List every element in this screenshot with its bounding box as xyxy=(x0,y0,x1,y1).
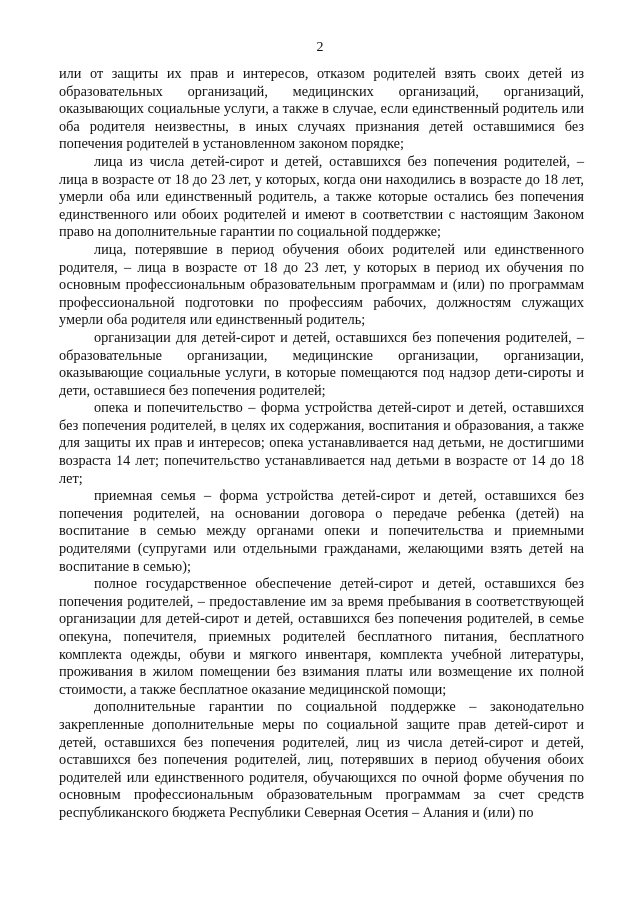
page-number: 2 xyxy=(316,40,324,55)
paragraph-foster-family-definition: приемная семья – форма устройства детей-сирот и детей, оставшихся без попечения родителей, на основании договора о передаче ребенка (детей) на воспитание в семью между органами опеки и попечительства и приемными родителями (супругами или отдельными гражданами, желающими взять детей на воспитание в семью); xyxy=(59,488,584,575)
paragraph-full-state-support-definition: полное государственное обеспечение детей-сирот и детей, оставшихся без попечения родителей, – предоставление им за время пребывания в соответствующей организации для детей-сирот и детей, оставшихся без попечения родителей, в семье опекуна, попечителя, приемных родителей бесплатного питания, бесплатного комплекта одежды, обуви и мягкого инвентаря, комплекта учебной литературы, проживания в жилом помещении без взимания платы или возмещение их полной стоимости, а также бесплатное оказание медицинской помощи; xyxy=(59,576,584,698)
paragraph-lost-parents-definition: лица, потерявшие в период обучения обоих родителей или единственного родителя, – лица в возрасте от 18 до 23 лет, у которых в период их обучения по основным профессиональным образовательным программам и (или) по программам профессиональной подготовки по профессиям рабочих, должностям служащих умерли оба родителя или единственный родитель; xyxy=(59,241,584,329)
paragraph-orphans-definition: лица из числа детей-сирот и детей, оставшихся без попечения родителей, – лица в возрасте от 18 до 23 лет, у которых, когда они находились в возрасте до 18 лет, умерли оба или единственный родитель, а также которые остались без попечения единственного или обоих родителей и имеют в соответствии с настоящим Законом право на дополнительные гарантии по социальной поддержке; xyxy=(59,153,584,241)
paragraph-organizations-definition: организации для детей-сирот и детей, оставшихся без попечения родителей, – образовательные организации, медицинские организации, организации, оказывающие социальные услуги, в которые помещаются под надзор дети-сироты и дети, оставшиеся без попечения родителей; xyxy=(59,329,584,399)
paragraph-guardianship-definition: опека и попечительство – форма устройства детей-сирот и детей, оставшихся без попечения родителей, в целях их содержания, воспитания и образования, а также для защиты их прав и интересов; опека устанавливается над детьми, не достигшими возраста 14 лет; попечительство устанавливается над детьми в возрасте от 14 до 18 лет; xyxy=(59,400,584,487)
paragraph-additional-guarantees-definition: дополнительные гарантии по социальной поддержке – законодательно закрепленные дополнительные меры по социальной защите прав детей-сирот и детей, оставшихся без попечения родителей, лиц из числа детей-сирот и детей, оставшихся без попечения родителей, лиц, потерявших в период обучения обоих родителей или единственного родителя, обучающихся по очной форме обучения по основным профессиональным образовательным программам за счет средств республиканского бюджета Республики Северная Осетия – Алания и (или) по xyxy=(59,699,584,821)
paragraph-continuation: или от защиты их прав и интересов, отказом родителей взять своих детей из образовательных организаций, медицинских организаций, организаций, оказывающих социальные услуги, а также в случае, если единственный родитель или оба родителя неизвестны, в иных случаях признания детей оставшимися без попечения родителей в установленном законом порядке; xyxy=(59,66,584,153)
document-body xyxy=(59,66,584,823)
